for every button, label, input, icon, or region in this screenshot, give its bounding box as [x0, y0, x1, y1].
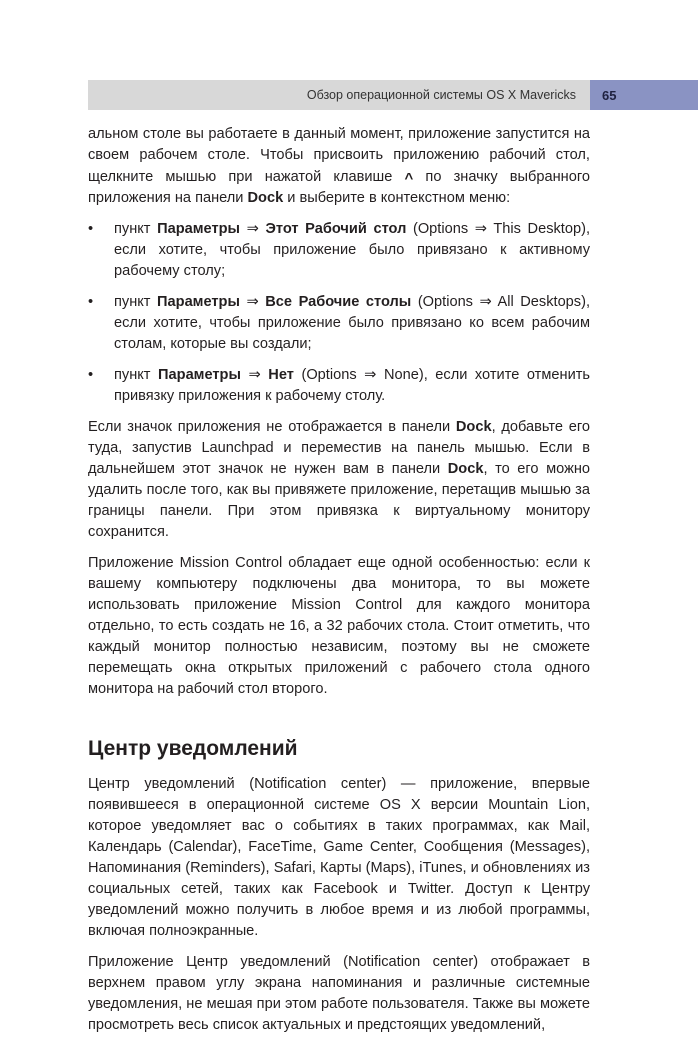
paragraph-2: Если значок приложения не отображается в панели Dock, добавьте его туда, запустив Launchpad и переместив на панель мышью. Если в дальнейшем этот значок не нужен вам в панели Dock, то его можно удалить после того, как вы привяжете приложение, перетащив мышью за границы панели. При этом привязка к виртуальному монитору сохранится. — [88, 419, 591, 540]
running-header — [88, 80, 590, 110]
header-title: Обзор операционной системы OS X Mavericks — [306, 88, 576, 102]
list-item: • пункт Параметры ⇒ Этот Рабочий стол (Options ⇒ This Desktop), если хотите, чтобы приложение было привязано к активному рабочему столу; — [88, 221, 591, 279]
control-key-icon: ^ — [404, 170, 414, 187]
list-item: • пункт Параметры ⇒ Нет (Options ⇒ None), если хотите отменить привязку приложения к рабочему столу. — [88, 367, 591, 404]
section-heading: Центр уведомлений — [88, 737, 298, 760]
page-number-box — [590, 80, 698, 110]
bullet-icon: • — [88, 221, 94, 237]
paragraph-1: альном столе вы работаете в данный момент, приложение запустится на своем рабочем столе. Чтобы присвоить приложению рабочий стол, щелкните мышью при нажатой клавише ^ по значку выбранного приложения на панели Dock и выберите в контекстном меню: — [88, 126, 590, 206]
page-body — [88, 124, 590, 1046]
list-item: • пункт Параметры ⇒ Все Рабочие столы (Options ⇒ All Desktops), если хотите, чтобы приложение было привязано ко всем рабочим столам, которые вы создали; — [88, 294, 591, 352]
paragraph-5: Приложение Центр уведомлений (Notification center) отображает в верхнем правом углу экрана напоминания и различные системные уведомления, не мешая при этом работе пользователя. Также вы можете просмотреть весь список актуальных и предстоящих уведомлений, — [88, 954, 590, 1033]
bullet-icon: • — [88, 367, 94, 383]
paragraph-4: Центр уведомлений (Notification center) — приложение, впервые появившееся в операционной системе OS X версии Mountain Lion, которое уведомляет вас о событиях в таких программах, как Mail, Календарь (Calendar), FaceTime, Game Center, Сообщения (Messages), Напоминания (Reminders), Safari, Карты (Maps), iTunes, и обновлениях из социальных сетей, таких как Facebook и Twitter. Доступ к Центру уведомлений можно получить в любое время и из любой программы, включая полноэкранные. — [88, 776, 590, 939]
bullet-icon: • — [88, 294, 94, 310]
paragraph-3: Приложение Mission Control обладает еще одной особенностью: если к вашему компьютеру подключены два монитора, то вы можете использовать приложение Mission Control для каждого монитора отдельно, то есть создать не 16, а 32 рабочих стола. Стоит отметить, что каждый монитор полностью независим, поэтому вы не сможете перемещать окна открытых приложений с рабочего стола одного монитора на рабочий стол второго. — [88, 555, 590, 697]
page-number: 65 — [602, 87, 617, 103]
options-list — [88, 219, 590, 407]
